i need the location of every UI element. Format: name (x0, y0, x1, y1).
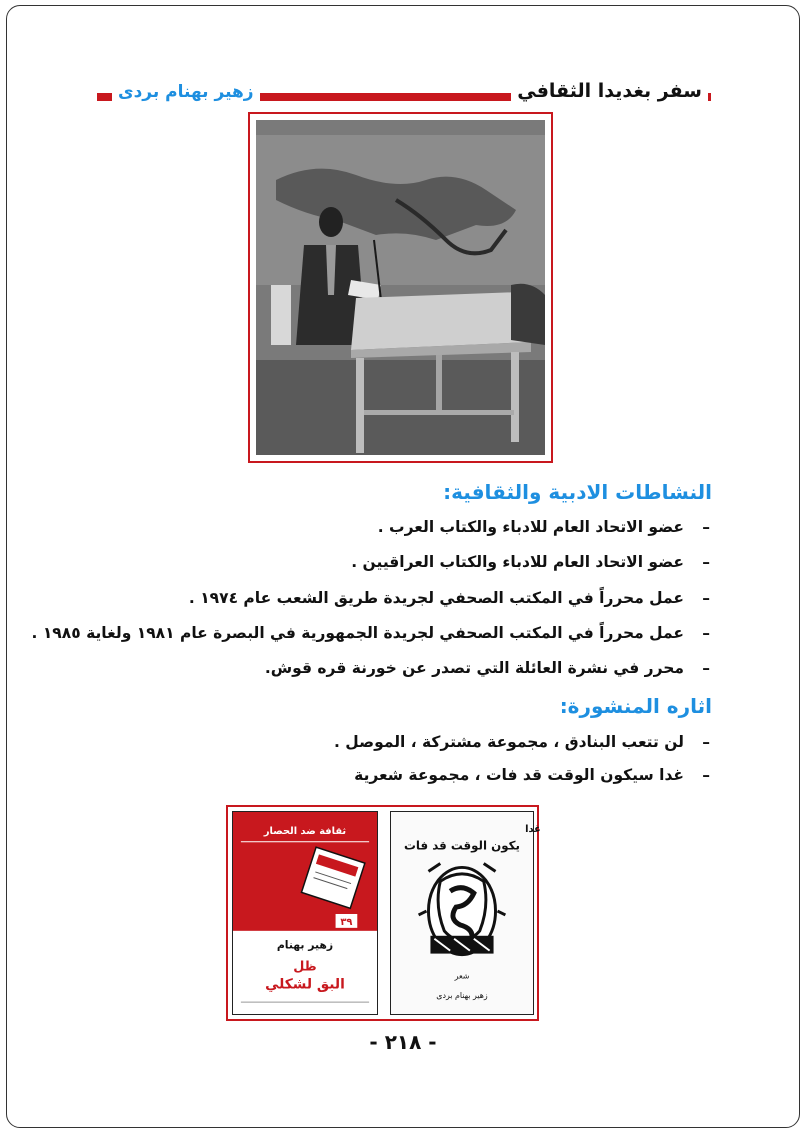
page-number: - ٢١٨ - (369, 1030, 437, 1054)
bullet-dash: – (702, 589, 710, 607)
bullet-dash: – (702, 659, 710, 677)
bullet-dash: – (702, 733, 710, 751)
book-cover-right (390, 811, 541, 1015)
list-item: –غدا سيكون الوقت قد فات ، مجموعة شعرية (354, 766, 710, 784)
section-heading-activities: النشاطات الادبية والثقافية: (443, 480, 712, 504)
list-item: –محرر في نشرة العائلة التي تصدر عن خورنة قره قوش. (264, 659, 710, 677)
list-item: –عمل محرراً في المكتب الصحفي لجريدة الجمهورية في البصرة عام ١٩٨١ ولغاية ١٩٨٥ . (31, 624, 710, 642)
header-author-name: زهير بهنام بردى (112, 82, 260, 102)
bullet-dash: – (702, 766, 710, 784)
bullet-dash: – (702, 553, 710, 571)
cover-author: زهير بهنام (276, 938, 334, 952)
list-item: –عضو الاتحاد العام للادباء والكتاب العرب . (377, 518, 710, 536)
cover-top-label: غدا (525, 823, 541, 835)
bullet-dash: – (702, 518, 710, 536)
cover-title-line2: البق لشكلي (265, 976, 345, 993)
header-book-title: سفر بغديدا الثقافي (511, 80, 708, 102)
speaker-photo (256, 120, 545, 455)
photo-frame (248, 112, 553, 463)
list-item: –عمل محرراً في المكتب الصحفي لجريدة طريق الشعب عام ١٩٧٤ . (188, 589, 710, 607)
cover-number: ٣٩ (340, 916, 353, 928)
book-covers-frame (226, 805, 539, 1021)
cover-right-author: زهير بهنام بردى (436, 991, 488, 1001)
book-cover-left (232, 811, 378, 1015)
cover-series-label: ثقافة ضد الحصار (263, 825, 347, 837)
bullet-dash: – (702, 624, 710, 642)
cover-title-line1: ظل (293, 959, 317, 975)
section-heading-publications: اثاره المنشورة: (559, 694, 712, 718)
list-item: –عضو الاتحاد العام للادباء والكتاب العراقيين . (351, 553, 710, 571)
cover-right-title: يكون الوقت قد فات (404, 838, 520, 853)
list-item: –لن تتعب البنادق ، مجموعة مشتركة ، الموصل . (334, 733, 710, 751)
cover-genre: شعر (454, 971, 470, 981)
